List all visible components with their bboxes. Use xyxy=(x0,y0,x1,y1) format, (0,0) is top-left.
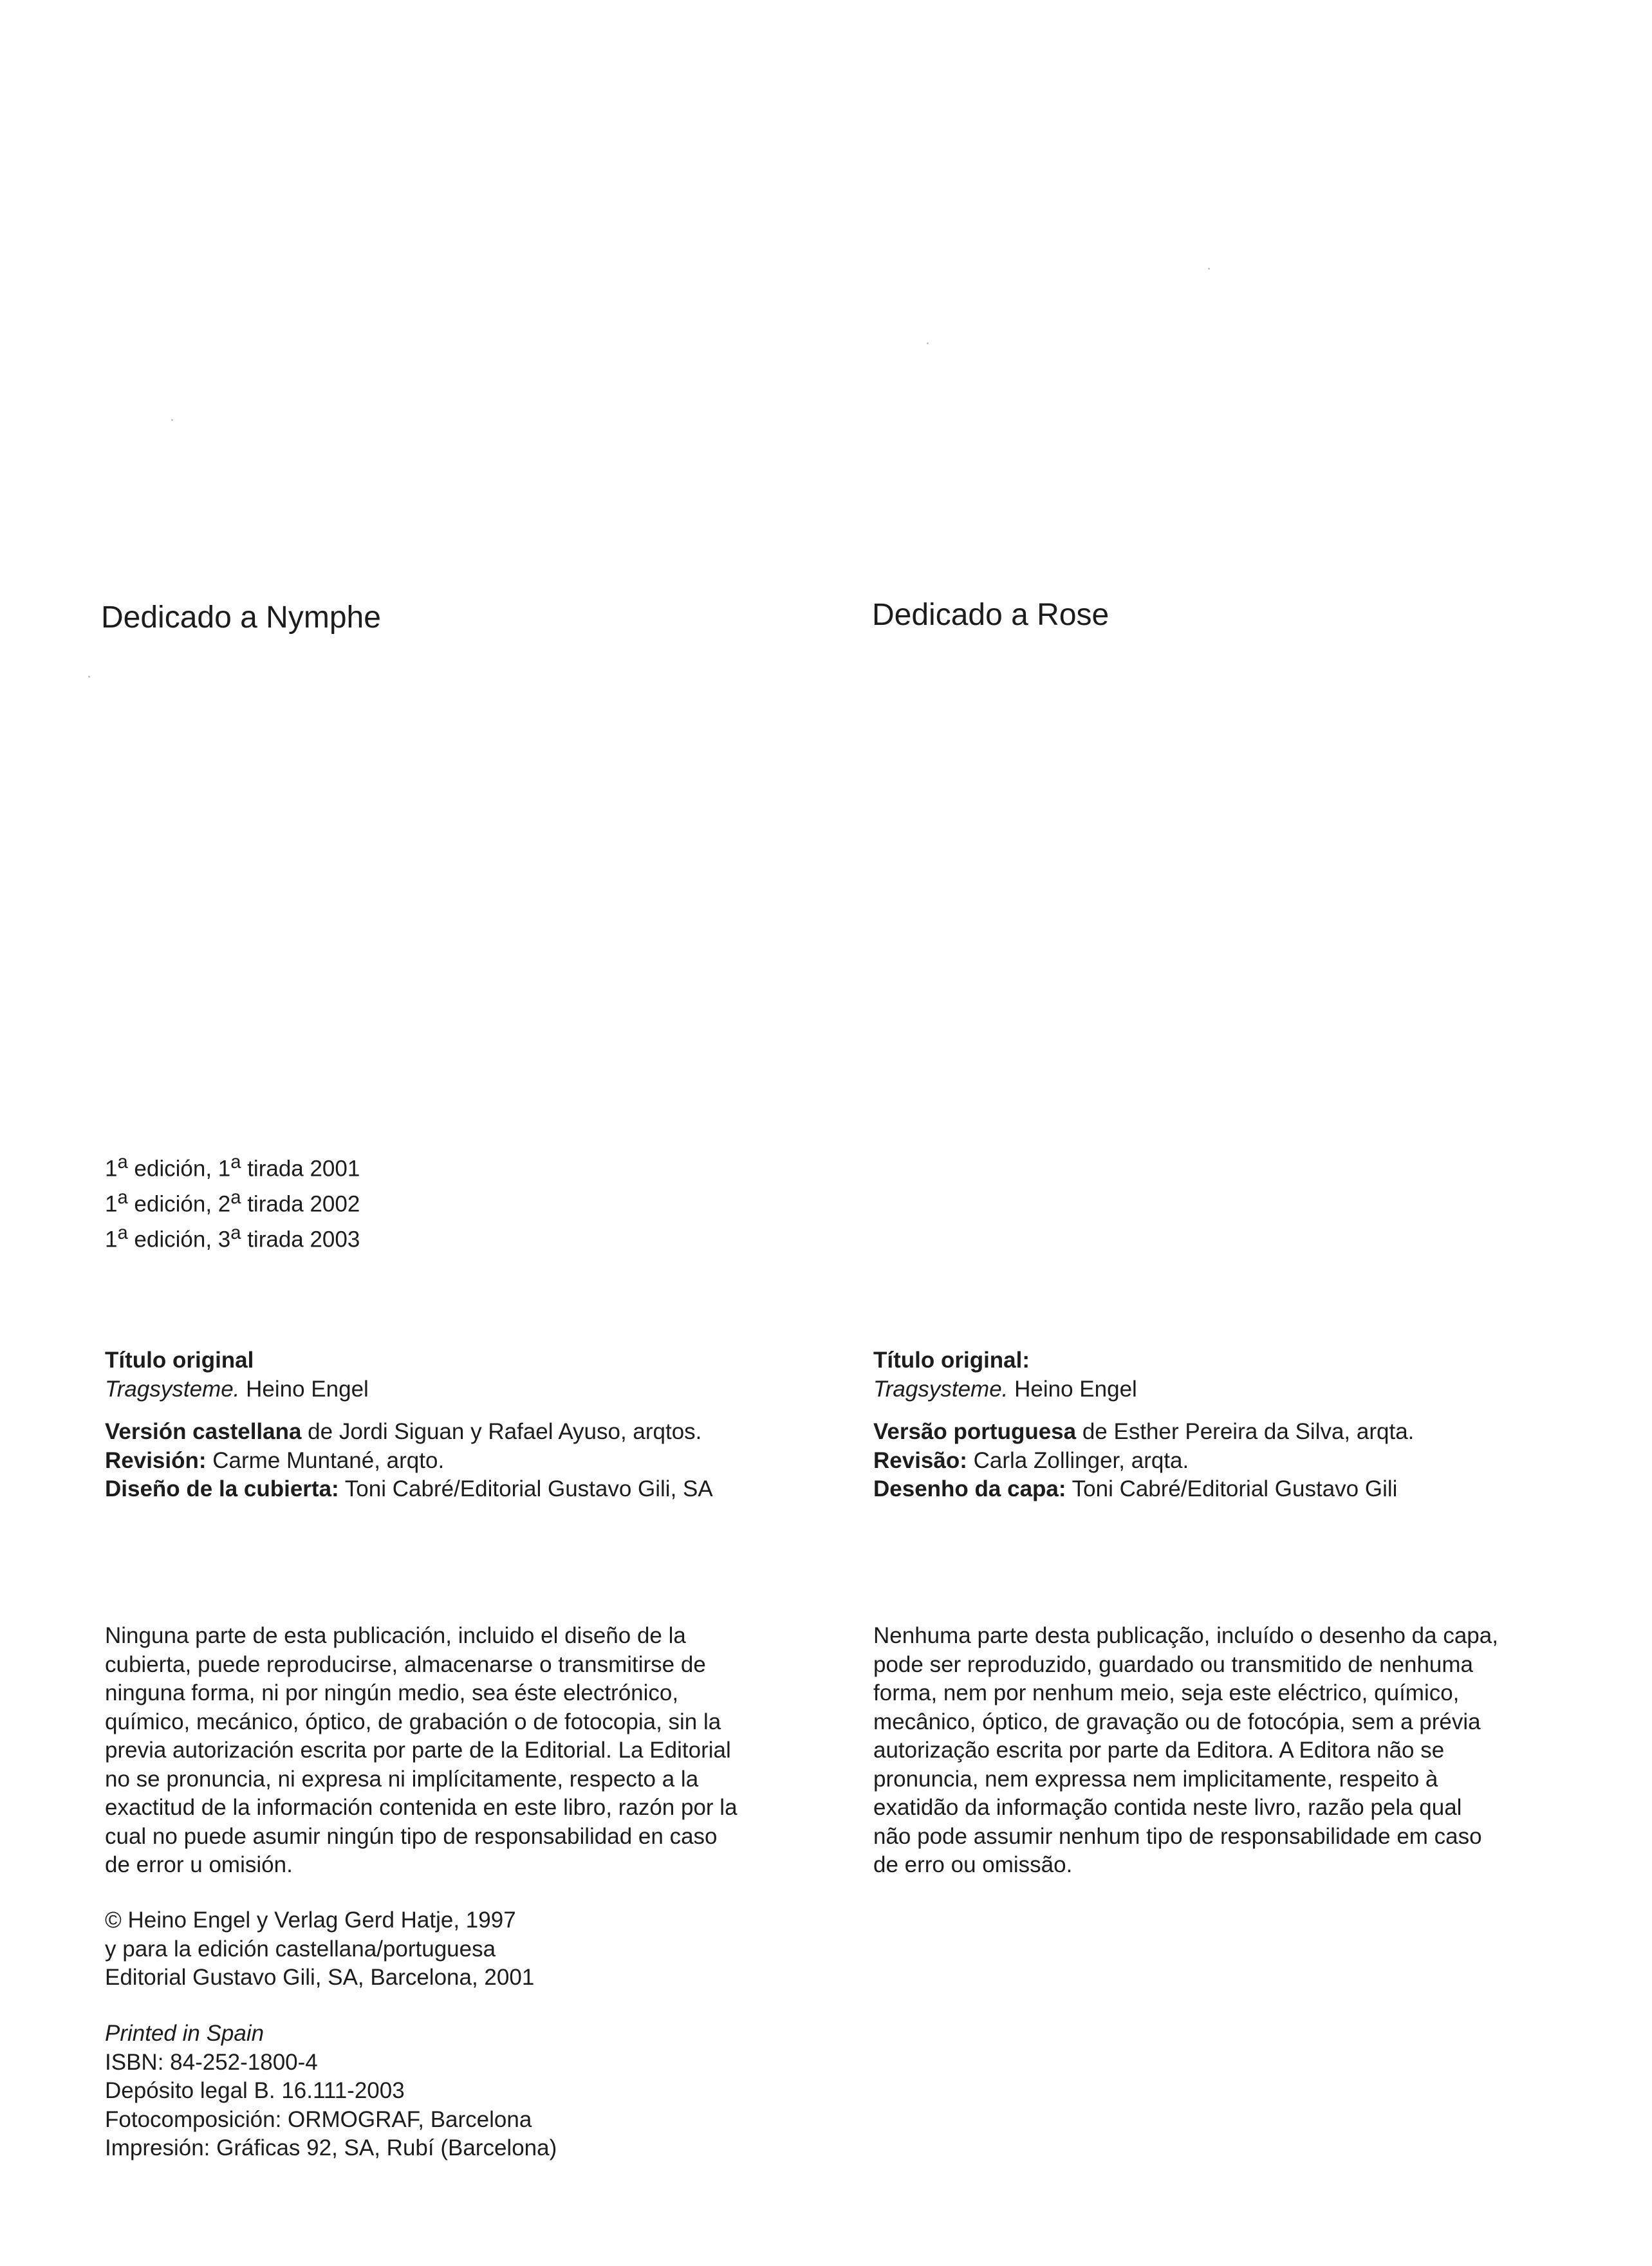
disclaimer-pt xyxy=(873,1622,1498,1880)
cover-design-credit: Diseño de la cubierta: Toni Cabré/Editorial Gustavo Gili, SA xyxy=(105,1476,713,1501)
dedication-left: Dedicado a Nymphe xyxy=(101,600,381,635)
printing-info xyxy=(105,2020,557,2163)
revision-credit: Revisão: Carla Zollinger, arqta. xyxy=(873,1447,1189,1473)
disclaimer-line: químico, mecánico, óptico, de grabación o de fotocopia, sin la xyxy=(105,1709,721,1734)
disclaimer-line: de erro ou omissão. xyxy=(873,1852,1073,1877)
disclaimer-line: de error u omisión. xyxy=(105,1852,293,1877)
original-title-label: Título original xyxy=(105,1348,254,1373)
translation-credit: Versión castellana de Jordi Siguan y Rafael Ayuso, arqtos. xyxy=(105,1419,702,1444)
scan-speck xyxy=(1208,268,1210,270)
translation-credit: Versão portuguesa de Esther Pereira da Silva, arqta. xyxy=(873,1419,1415,1444)
revision-credit: Revisión: Carme Muntané, arqto. xyxy=(105,1447,445,1473)
credits-es xyxy=(105,1346,713,1504)
disclaimer-line: ninguna forma, ni por ningún medio, sea éste electrónico, xyxy=(105,1680,679,1705)
edition-line: 1$^a$ edición, 1$^a$ tirada 2001 xyxy=(105,1152,360,1182)
edition-history xyxy=(105,1148,360,1254)
disclaimer-es xyxy=(105,1622,738,1880)
disclaimer-line: no se pronuncia, ni expresa ni implícitamente, respecto a la xyxy=(105,1766,699,1792)
disclaimer-line: mecânico, óptico, de gravação ou de fotocópia, sem a prévia xyxy=(873,1709,1481,1734)
disclaimer-line: cubierta, puede reproducirse, almacenarse o transmitirse de xyxy=(105,1651,706,1677)
disclaimer-line: exatidão da informação contida neste livro, razão pela qual xyxy=(873,1795,1462,1820)
copyright-notice xyxy=(105,1906,534,1992)
original-title: Tragsysteme. Heino Engel xyxy=(105,1376,369,1402)
disclaimer-line: Ninguna parte de esta publicación, incluido el diseño de la xyxy=(105,1623,686,1648)
scan-speck xyxy=(88,676,90,678)
cover-design-credit: Desenho da capa: Toni Cabré/Editorial Gustavo Gili xyxy=(873,1476,1398,1501)
credits-pt xyxy=(873,1346,1414,1504)
copyright-line: y para la edición castellana/portuguesa xyxy=(105,1936,496,1962)
copyright-line: © Heino Engel y Verlag Gerd Hatje, 1997 xyxy=(105,1908,516,1933)
disclaimer-line: exactitud de la información contenida en este libro, razón por la xyxy=(105,1795,738,1820)
scan-speck xyxy=(171,419,173,421)
dedication-right: Dedicado a Rose xyxy=(872,598,1109,632)
edition-line: 1$^a$ edición, 2$^a$ tirada 2002 xyxy=(105,1187,360,1217)
disclaimer-line: cual no puede asumir ningún tipo de responsabilidad en caso xyxy=(105,1823,718,1849)
scan-speck xyxy=(927,342,929,344)
disclaimer-line: pronuncia, nem expressa nem implicitamente, respeito à xyxy=(873,1766,1438,1792)
isbn: ISBN: 84-252-1800-4 xyxy=(105,2049,318,2075)
disclaimer-line: pode ser reproduzido, guardado ou transmitido de nenhuma xyxy=(873,1651,1474,1677)
legal-deposit: Depósito legal B. 16.111-2003 xyxy=(105,2078,405,2103)
edition-line: 1$^a$ edición, 3$^a$ tirada 2003 xyxy=(105,1223,360,1252)
copyright-line: Editorial Gustavo Gili, SA, Barcelona, 2001 xyxy=(105,1965,535,1990)
disclaimer-line: forma, nem por nenhum meio, seja este eléctrico, químico, xyxy=(873,1680,1460,1705)
printing-house: Impresión: Gráficas 92, SA, Rubí (Barcelona) xyxy=(105,2135,557,2160)
disclaimer-line: autorização escrita por parte da Editora. A Editora não se xyxy=(873,1738,1445,1763)
disclaimer-line: não pode assumir nenhum tipo de responsabilidade em caso xyxy=(873,1823,1482,1849)
original-title: Tragsysteme. Heino Engel xyxy=(873,1376,1137,1402)
disclaimer-line: Nenhuma parte desta publicação, incluído o desenho da capa, xyxy=(873,1623,1498,1648)
original-title-label: Título original: xyxy=(873,1348,1030,1373)
printed-in: Printed in Spain xyxy=(105,2021,265,2046)
typesetting: Fotocomposición: ORMOGRAF, Barcelona xyxy=(105,2106,532,2132)
disclaimer-line: previa autorización escrita por parte de la Editorial. La Editorial xyxy=(105,1738,731,1763)
